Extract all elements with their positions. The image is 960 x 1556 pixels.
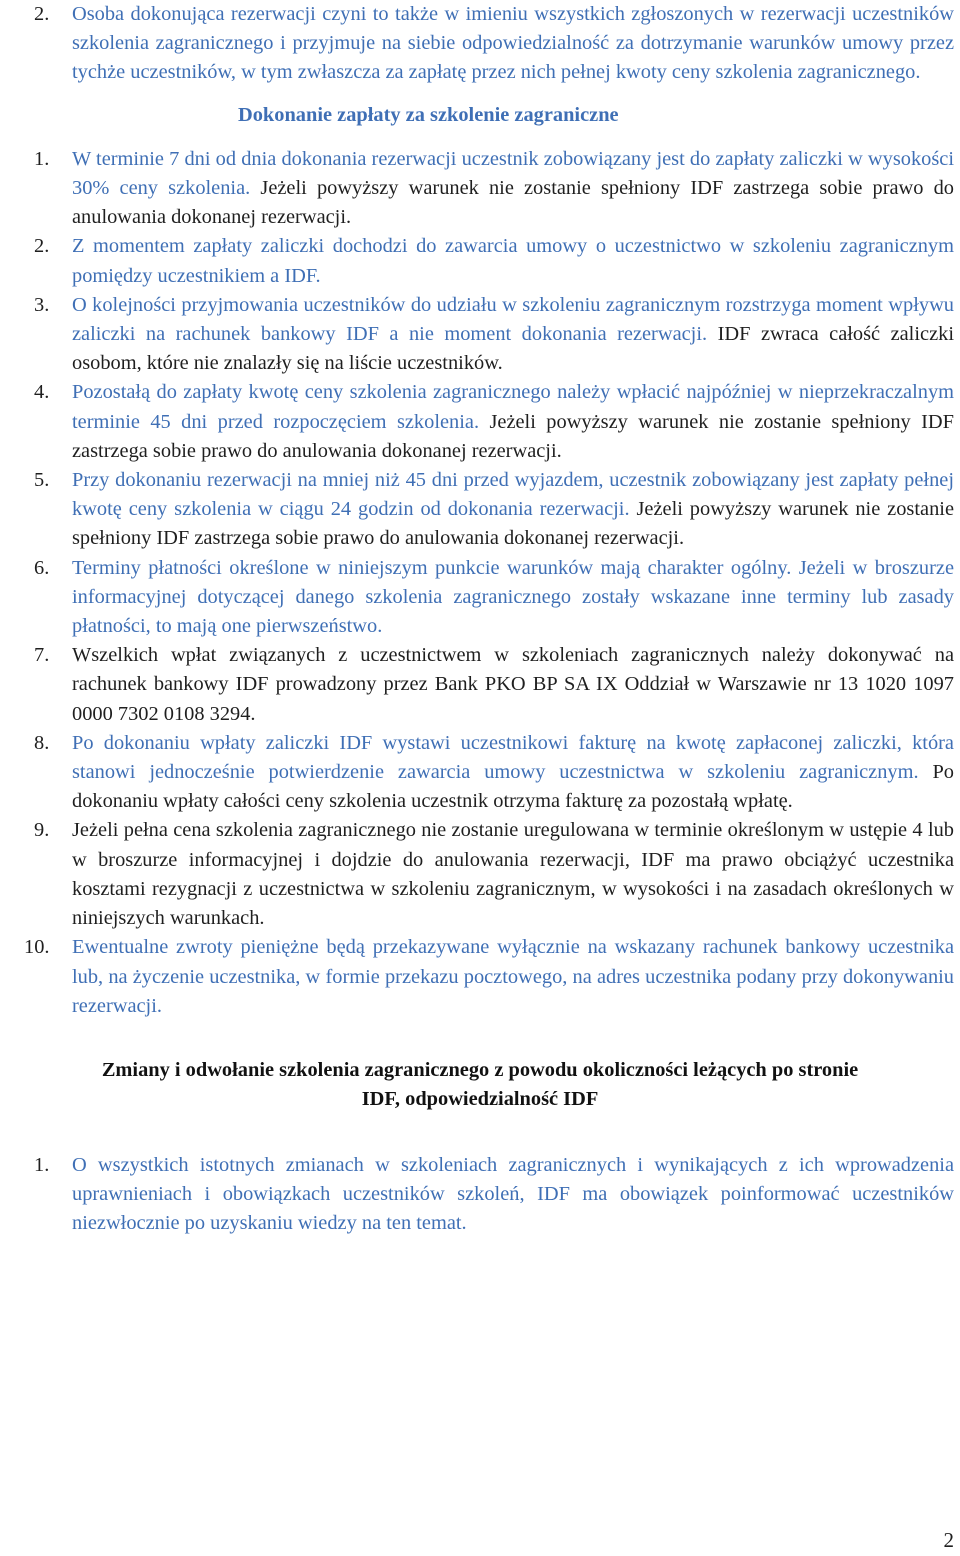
item-text: Wszelkich wpłat związanych z uczestnictwem w szkoleniach zagranicznych należy dokonywać na rachunek bankowy IDF prowadzony przez Bank PKO BP SA IX Oddział w Warszawie nr 13 1020 1097 0000 7302 0108 3294. bbox=[72, 644, 954, 725]
list-item bbox=[0, 466, 960, 554]
list-item bbox=[0, 554, 960, 642]
section-heading bbox=[0, 1056, 960, 1115]
item-text: Jeżeli pełna cena szkolenia zagranicznego nie zostanie uregulowana w terminie określonym w ustępie 4 lub w broszurze informacyjnej i dojdzie do anulowania rezerwacji, IDF ma prawo obciążyć uczestnika kosztami rezygnacji z uczestnictwa w szkoleniu zagranicznym, w wysokości i na zasadach określonych w niniejszych warunkach. bbox=[72, 819, 954, 930]
item-text: IDF zwraca całość zaliczki osobom, które nie znalazły się na liście uczestników. bbox=[72, 323, 954, 375]
item-text: Pozostałą do zapłaty kwotę ceny szkolenia zagranicznego należy wpłacić najpóźniej w nieprzekraczalnym terminie 45 dni przed rozpoczęciem szkolenia. bbox=[72, 381, 954, 433]
item-text: Przy dokonaniu rezerwacji na mniej niż 45 dni przed wyjazdem, uczestnik zobowiązany jest zapłaty pełnej kwotę ceny szkolenia w ciągu 24 godzin od dokonania rezerwacji. bbox=[72, 469, 954, 521]
item-number: 10. bbox=[24, 936, 50, 959]
changes-list bbox=[0, 1151, 960, 1239]
item-number: 4. bbox=[34, 381, 50, 404]
list-item bbox=[0, 378, 960, 466]
list-item bbox=[0, 0, 960, 88]
item-number: 1. bbox=[34, 1153, 50, 1176]
list-item bbox=[0, 933, 960, 1021]
item-text: Po dokonaniu wpłaty całości ceny szkolenia uczestnik otrzyma fakturę za pozostałą wpłatę. bbox=[72, 761, 954, 813]
item-text: Terminy płatności określone w niniejszym punkcie warunków mają charakter ogólny. Jeżeli w broszurze informacyjnej dotyczącej danego szkolenia zagranicznego zostały wskazane inne terminy lub zasady płatności, to mają one pierwszeństwo. bbox=[72, 556, 954, 638]
list-item bbox=[0, 145, 960, 233]
item-text: Po dokonaniu wpłaty zaliczki IDF wystawi uczestnikowi fakturę na kwotę zapłaconej zaliczki, która stanowi jednocześnie potwierdzenie zawarcia umowy uczestnictwa w szkoleniu zagranicznym. bbox=[72, 731, 954, 784]
section-heading: Dokonanie zapłaty za szkolenie zagraniczne bbox=[238, 103, 619, 126]
list-item bbox=[0, 641, 960, 729]
item-text: Osoba dokonująca rezerwacji czyni to także w imieniu wszystkich zgłoszonych w rezerwacji uczestników szkolenia zagranicznego i przyjmuje na siebie odpowiedzialność za dotrzymanie warunków umowy przez tychże uczestników, w tym zwłaszcza za zapłatę przez nich pełnej kwoty ceny szkolenia zagranicznego. bbox=[72, 3, 954, 84]
item-text: O wszystkich istotnych zmianach w szkoleniach zagranicznych i wynikających z ich wprowadzenia uprawnieniach i obowiązkach uczestników szkoleń, IDF ma obowiązek poinformować uczestników niezwłocznie po uzyskaniu wiedzy na ten temat. bbox=[72, 1153, 954, 1235]
section-heading-line: IDF, odpowiedzialność IDF bbox=[361, 1088, 599, 1111]
list-item bbox=[0, 232, 960, 290]
item-text: Jeżeli powyższy warunek nie zostanie spełniony IDF zastrzega sobie prawo do anulowania dokonanej rezerwacji. bbox=[72, 177, 955, 229]
top-list bbox=[0, 0, 960, 88]
page-number: 2 bbox=[943, 1528, 954, 1552]
list-item bbox=[0, 291, 960, 379]
section-heading-line: Zmiany i odwołanie szkolenia zagranicznego z powodu okoliczności leżących po stronie bbox=[101, 1058, 859, 1081]
item-text: O kolejności przyjmowania uczestników do udziału w szkoleniu zagranicznym rozstrzyga moment wpływu zaliczki na rachunek bankowy IDF a nie moment dokonania rezerwacji. bbox=[72, 293, 954, 346]
item-number: 1. bbox=[34, 147, 50, 170]
item-text: W terminie 7 dni od dnia dokonania rezerwacji uczestnik zobowiązany jest do zapłaty zaliczki w wysokości 30% ceny szkolenia. bbox=[72, 147, 954, 200]
item-number: 3. bbox=[34, 293, 50, 316]
payment-list bbox=[0, 145, 960, 1021]
item-number: 6. bbox=[34, 556, 50, 579]
item-text: Z momentem zapłaty zaliczki dochodzi do zawarcia umowy o uczestnictwo w szkoleniu zagranicznym pomiędzy uczestnikiem a IDF. bbox=[72, 235, 954, 287]
item-text: Ewentualne zwroty pieniężne będą przekazywane wyłącznie na wskazany rachunek bankowy uczestnika lub, na życzenie uczestnika, w formie przekazu pocztowego, na adres uczestnika podany przy dokonywaniu rezerwacji. bbox=[72, 936, 954, 1017]
item-text: Jeżeli powyższy warunek nie zostanie spełniony IDF zastrzega sobie prawo do anulowania dokonanej rezerwacji. bbox=[72, 498, 954, 550]
item-number: 7. bbox=[34, 644, 50, 667]
item-text: Jeżeli powyższy warunek nie zostanie spełniony IDF zastrzega sobie prawo do anulowania dokonanej rezerwacji. bbox=[72, 410, 954, 462]
list-item bbox=[0, 816, 960, 933]
item-number: 9. bbox=[34, 819, 50, 842]
item-number: 5. bbox=[34, 469, 50, 492]
item-number: 2. bbox=[34, 235, 50, 258]
list-item bbox=[0, 729, 960, 817]
item-number: 2. bbox=[34, 3, 50, 25]
list-item bbox=[0, 1151, 960, 1239]
item-number: 8. bbox=[34, 731, 50, 754]
